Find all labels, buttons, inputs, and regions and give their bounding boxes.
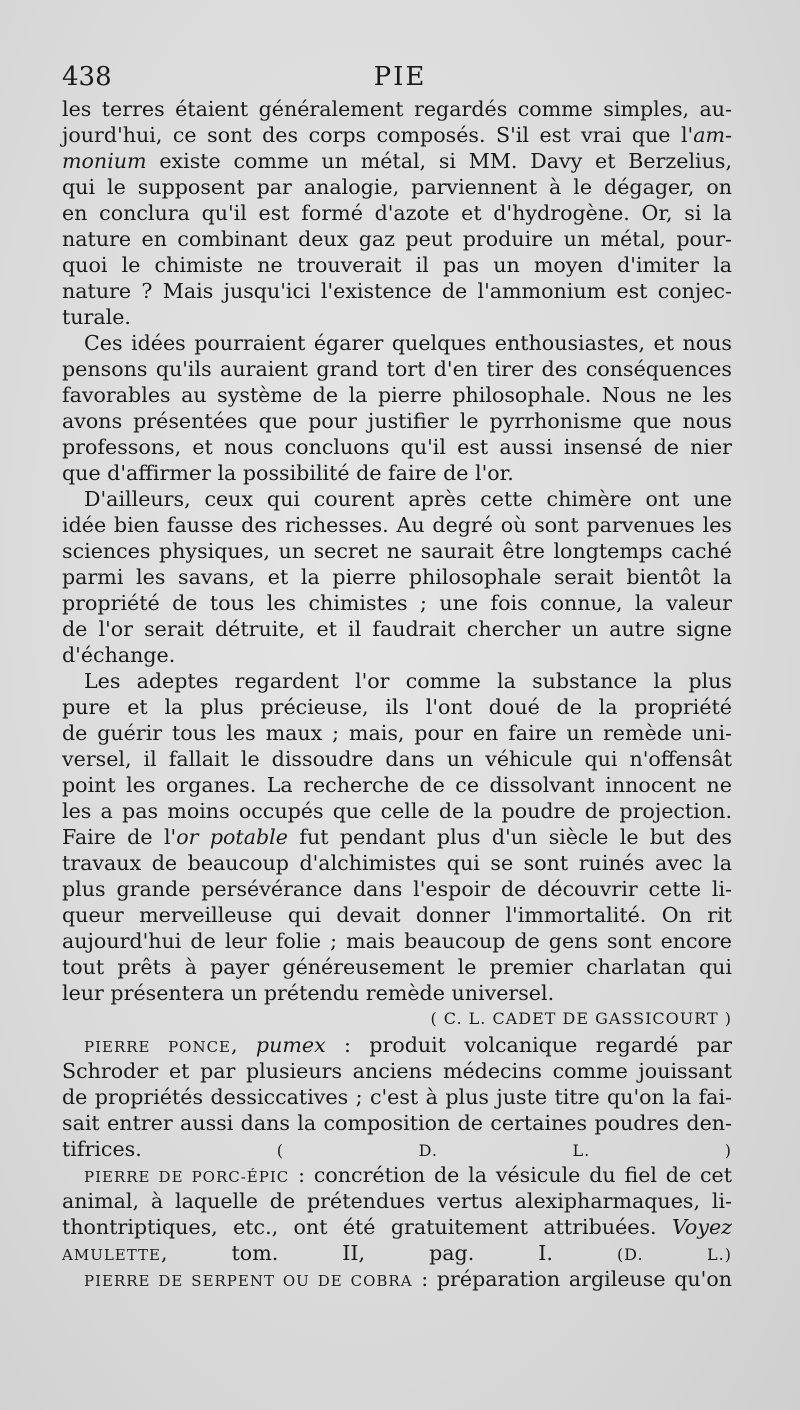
text-line: favorables au système de la pierre philosophale. Nous ne les	[62, 383, 732, 407]
text-line: que d'affirmer la possibilité de faire de l'or.	[62, 461, 514, 485]
text-line: Ces idées pourraient égarer quelques enthousiastes, et nous	[84, 331, 732, 355]
entry-headword: PIERRE DE SERPENT OU DE COBRA	[84, 1272, 413, 1290]
text-fragment: ,	[231, 1033, 256, 1057]
text-line	[62, 1136, 732, 1162]
text-line: parmi les savans, et la pierre philosophale serait bientôt la	[62, 565, 732, 589]
text-line	[62, 1266, 732, 1292]
author-signature: ( C. L. CADET DE GASSICOURT )	[430, 1009, 732, 1028]
text-line: sciences physiques, un secret ne saurait être longtemps caché	[62, 539, 732, 563]
text-line: turale.	[62, 305, 131, 329]
italic-term: or potable	[176, 825, 288, 849]
paragraph	[62, 668, 732, 1006]
cross-reference-label: Voyez	[671, 1215, 732, 1239]
entry-signature: ( D. L. )	[276, 1141, 733, 1160]
dictionary-entry	[62, 1032, 732, 1162]
text-line: pure et la plus précieuse, ils l'ont doué de la propriété	[62, 695, 732, 719]
text-line	[62, 824, 732, 850]
paragraph	[62, 330, 732, 486]
text-line: qui le supposent par analogie, parviennent à le dégager, on	[62, 175, 732, 199]
text-line: de guérir tous les maux ; mais, pour en faire un remède uni-	[62, 721, 732, 745]
text-line: sait entrer aussi dans la composition de certaines poudres den-	[62, 1111, 732, 1135]
text-fragment: thontriptiques, etc., ont été gratuitement attribuées.	[62, 1215, 672, 1239]
text-line: les a pas moins occupés que celle de la poudre de projection.	[62, 799, 732, 823]
text-line	[62, 1240, 732, 1266]
text-line: propriété de tous les chimistes ; une fois connue, la valeur	[62, 591, 732, 615]
text-line	[62, 148, 732, 174]
text-fragment: Faire de l'	[62, 825, 177, 849]
text-fragment: fut pendant plus d'un siècle le but des	[299, 825, 732, 849]
running-title: PIE	[373, 62, 427, 92]
text-line: Schroder et par plusieurs anciens médecins comme jouissant	[62, 1059, 732, 1083]
text-line: Les adeptes regardent l'or comme la substance la plus	[84, 669, 732, 693]
text-line	[62, 1032, 732, 1058]
text-line: professons, et nous concluons qu'il est aussi insensé de nier	[62, 435, 732, 459]
dictionary-entry	[62, 1266, 732, 1292]
italic-term: am-	[693, 123, 732, 147]
text-line: de l'or serait détruite, et il faudrait chercher un autre signe	[62, 617, 732, 641]
dictionary-entry	[62, 1162, 732, 1266]
text-fragment: existe comme un métal, si MM. Davy et Berzelius,	[159, 149, 732, 173]
text-line: D'ailleurs, ceux qui courent après cette chimère ont une	[84, 487, 732, 511]
text-line: avons présentées que pour justifier le pyrrhonisme que nous	[62, 409, 732, 433]
text-line: aujourd'hui de leur folie ; mais beaucoup de gens sont encore	[62, 929, 732, 953]
text-fragment: tifrices.	[62, 1137, 142, 1161]
text-line: idée bien fausse des richesses. Au degré où sont parvenues les	[62, 513, 732, 537]
text-line	[62, 1214, 732, 1240]
text-line: pensons qu'ils auraient grand tort d'en tirer des conséquences	[62, 357, 732, 381]
text-line: d'échange.	[62, 643, 176, 667]
text-fragment: : produit volcanique regardé par	[325, 1033, 732, 1057]
text-line: versel, il fallait le dissoudre dans un véhicule qui n'offensât	[62, 747, 732, 771]
latin-name: pumex	[255, 1033, 326, 1057]
text-fragment: , tom. II, pag. I.	[160, 1241, 553, 1265]
text-line: plus grande persévérance dans l'espoir de découvrir cette li-	[62, 877, 732, 901]
entry-headword: PIERRE DE PORC-ÉPIC	[84, 1168, 290, 1186]
paragraph	[62, 486, 732, 668]
entry-headword: PIERRE PONCE	[84, 1038, 232, 1056]
paragraph	[62, 96, 732, 330]
italic-term: monium	[62, 149, 147, 173]
body-text	[62, 96, 732, 1292]
text-line	[62, 122, 732, 148]
text-line: quoi le chimiste ne trouverait il pas un moyen d'imiter la	[62, 253, 732, 277]
text-line: travaux de beaucoup d'alchimistes qui se sont ruinés avec la	[62, 851, 732, 875]
text-line: nature en combinant deux gaz peut produire un métal, pour-	[62, 227, 732, 251]
reference-headword: AMULETTE	[62, 1246, 161, 1264]
entry-signature: (D. L.)	[616, 1245, 733, 1264]
text-line: tout prêts à payer généreusement le premier charlatan qui	[62, 955, 732, 979]
page-header	[62, 60, 738, 94]
text-line: les terres étaient généralement regardés comme simples, au-	[62, 97, 732, 121]
text-line	[62, 1162, 732, 1188]
text-line: point les organes. La recherche de ce dissolvant innocent ne	[62, 773, 732, 797]
text-line: de propriétés dessiccatives ; c'est à plus juste titre qu'on la fai-	[62, 1085, 732, 1109]
text-fragment: : concrétion de la vésicule du fiel de cet	[289, 1163, 732, 1187]
text-line: animal, à laquelle de prétendues vertus alexipharmaques, li-	[62, 1189, 732, 1213]
cross-reference	[62, 1241, 553, 1265]
text-line: leur présentera un prétendu remède universel.	[62, 981, 555, 1005]
page-number: 438	[62, 62, 112, 92]
text-fragment: : préparation argileuse qu'on	[412, 1267, 732, 1291]
text-fragment: jourd'hui, ce sont des corps composés. S'il est vrai que l'	[62, 123, 694, 147]
text-line: queur merveilleuse qui devait donner l'immortalité. On rit	[62, 903, 732, 927]
text-line: nature ? Mais jusqu'ici l'existence de l'ammonium est conjec-	[62, 279, 732, 303]
text-line: en conclura qu'il est formé d'azote et d'hydrogène. Or, si la	[62, 201, 732, 225]
